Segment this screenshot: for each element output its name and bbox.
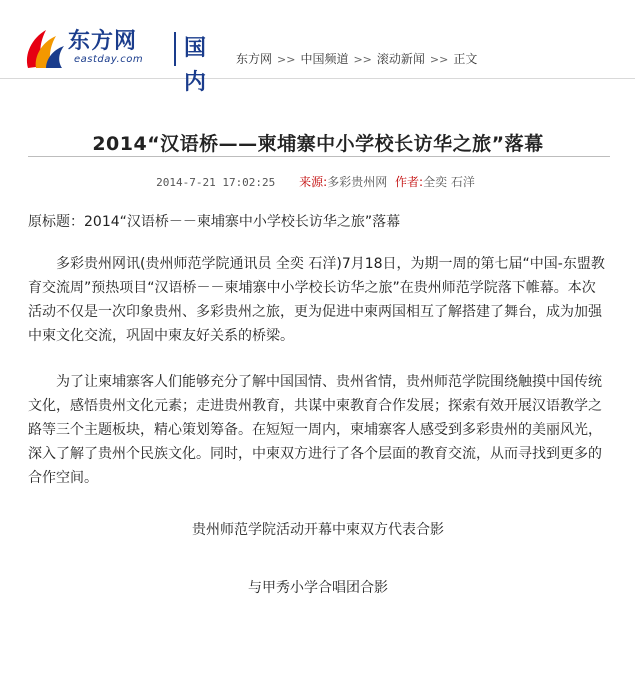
article-meta [0, 173, 635, 190]
logo-divider [174, 32, 176, 66]
logo-domain: eastday.com [74, 54, 144, 65]
author-label: 作者: [395, 175, 424, 189]
section-name[interactable]: 国内 [184, 36, 207, 95]
source-label: 来源: [299, 175, 328, 189]
photo-caption-2: 与甲秀小学合唱团合影 [248, 580, 388, 596]
breadcrumb-china-channel-link[interactable]: 中国频道 [300, 52, 349, 66]
breadcrumb-current: 正文 [453, 52, 478, 66]
eastday-logo-icon [22, 20, 68, 72]
author-value: 全奕 石洋 [423, 175, 475, 189]
breadcrumb [236, 50, 477, 67]
breadcrumb-separator: >> [353, 53, 372, 66]
breadcrumb-home-link[interactable]: 东方网 [236, 52, 273, 66]
photo-caption-1: 贵州师范学院活动开幕中柬双方代表合影 [192, 522, 444, 538]
article-title: 2014“汉语桥——柬埔寨中小学校长访华之旅”落幕 [92, 132, 544, 155]
breadcrumb-rolling-news-link[interactable]: 滚动新闻 [376, 52, 425, 66]
article-paragraph-2: 为了让柬埔寨客人们能够充分了解中国国情、贵州省情，贵州师范学院围绕触摸中国传统文化，感悟贵州文化元素；走进贵州教育，共谋中柬教育合作发展；探索有效开展汉语教学之路等三个主题板块，精心策划筹备。在短短一周内，柬埔寨客人感受到多彩贵州的美丽风光，深入了解了贵州个民族文化。同时，中柬双方进行了各个层面的教育交流，从而寻找到更多的合作空间。 [28, 374, 602, 486]
original-title: 原标题：2014“汉语桥－－柬埔寨中小学校长访华之旅”落幕 [28, 214, 401, 230]
article-body [28, 210, 608, 600]
title-divider [28, 156, 610, 157]
logo-name: 东方网 [68, 29, 138, 54]
article-paragraph-1: 多彩贵州网讯(贵州师范学院通讯员 全奕 石洋)7月18日，为期一周的第七届“中国-东盟教育交流周”预热项目“汉语桥－－柬埔寨中小学校长访华之旅”在贵州师范学院落下帷幕。本次活动不仅是一次印象贵州、多彩贵州之旅，更为促进中柬两国相互了解搭建了舞台，成为加强中柬文化交流，巩固中柬友好关系的桥梁。 [28, 256, 605, 344]
site-header [0, 0, 635, 95]
publish-date: 2014-7-21 17:02:25 [156, 176, 276, 189]
site-logo[interactable] [22, 20, 222, 95]
breadcrumb-separator: >> [277, 53, 296, 66]
breadcrumb-separator: >> [429, 53, 449, 66]
source-value[interactable]: 多彩贵州网 [327, 175, 388, 189]
